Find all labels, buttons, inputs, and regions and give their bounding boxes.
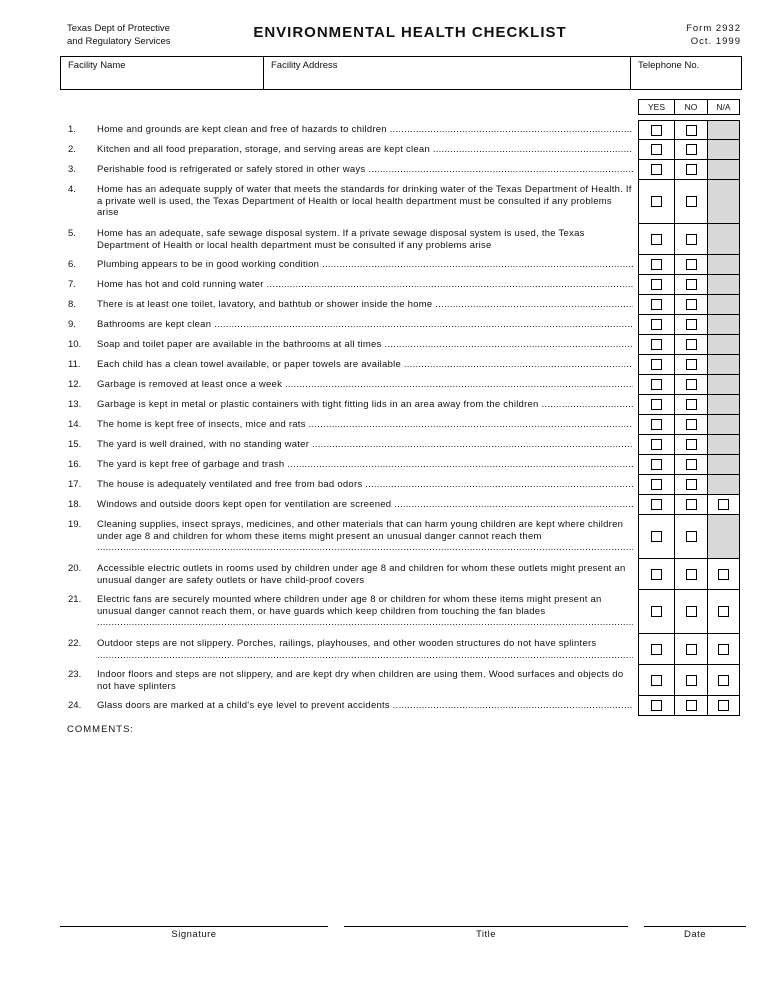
na-cell bbox=[708, 355, 739, 374]
yes-cell bbox=[639, 634, 675, 664]
item-number: 12. bbox=[68, 379, 82, 390]
answer-cells bbox=[638, 435, 740, 455]
item-text-cell bbox=[97, 475, 633, 495]
no-checkbox[interactable] bbox=[686, 439, 697, 450]
na-cell bbox=[708, 180, 739, 223]
no-cell bbox=[675, 375, 708, 394]
item-text-cell bbox=[97, 335, 633, 355]
item-text-cell bbox=[97, 224, 633, 255]
item-number: 4. bbox=[68, 184, 76, 195]
na-cell bbox=[708, 665, 739, 695]
no-cell bbox=[675, 160, 708, 179]
na-cell bbox=[708, 415, 739, 434]
answer-cells bbox=[638, 295, 740, 315]
no-checkbox[interactable] bbox=[686, 144, 697, 155]
answer-cells bbox=[638, 696, 740, 716]
no-cell bbox=[675, 559, 708, 589]
yes-checkbox[interactable] bbox=[651, 299, 662, 310]
item-text-cell bbox=[97, 315, 633, 335]
item-number: 24. bbox=[68, 700, 82, 711]
item-text: Electric fans are securely mounted where children under age 8 or children for whom these items might present an unusual danger cannot reach them, or have guards which keep children from touching the fan blades ..... bbox=[97, 594, 633, 628]
date-line[interactable] bbox=[644, 926, 746, 927]
checklist bbox=[60, 120, 740, 716]
item-number: 15. bbox=[68, 439, 82, 450]
telephone-label: Telephone No. bbox=[638, 60, 700, 71]
item-text-cell bbox=[97, 295, 633, 315]
na-cell bbox=[708, 475, 739, 494]
yes-cell bbox=[639, 665, 675, 695]
facility-info-table bbox=[60, 56, 742, 90]
checklist-item bbox=[60, 375, 740, 395]
checklist-item bbox=[60, 634, 740, 665]
item-text-cell bbox=[97, 590, 633, 634]
na-cell bbox=[708, 315, 739, 334]
answer-cells bbox=[638, 634, 740, 665]
yes-checkbox[interactable] bbox=[651, 399, 662, 410]
yes-checkbox[interactable] bbox=[651, 459, 662, 470]
item-number: 11. bbox=[68, 359, 81, 370]
yes-checkbox[interactable] bbox=[651, 196, 662, 207]
item-text: The house is adequately ventilated and free from bad odors ..... bbox=[97, 479, 633, 490]
item-number: 8. bbox=[68, 299, 76, 310]
item-text: Soap and toilet paper are available in the bathrooms at all times ..... bbox=[97, 339, 633, 350]
yes-cell bbox=[639, 335, 675, 354]
item-text: Home has an adequate, safe sewage disposal system. If a private sewage disposal system is used, the Texas Department of Health or local health department must be consulted if any problems arise ..... bbox=[97, 228, 633, 253]
no-checkbox[interactable] bbox=[686, 125, 697, 136]
answer-cells bbox=[638, 315, 740, 335]
yes-cell bbox=[639, 224, 675, 254]
no-checkbox[interactable] bbox=[686, 419, 697, 430]
item-number: 21. bbox=[68, 594, 82, 605]
agency-line-2: and Regulatory Services bbox=[67, 36, 171, 47]
signature-label: Signature bbox=[171, 929, 217, 940]
item-text-cell bbox=[97, 665, 633, 696]
yes-checkbox[interactable] bbox=[651, 569, 662, 580]
checklist-item bbox=[60, 335, 740, 355]
item-text: There is at least one toilet, lavatory, and bathtub or shower inside the home ..... bbox=[97, 299, 633, 310]
answer-cells bbox=[638, 415, 740, 435]
answer-cells bbox=[638, 140, 740, 160]
item-text: Cleaning supplies, insect sprays, medicines, and other materials that can harm young children are kept where children under age 8 and children for whom these items might present an unusual danger cannot reach them ..... bbox=[97, 519, 633, 553]
form-number bbox=[686, 22, 741, 48]
yes-cell bbox=[639, 375, 675, 394]
item-text-cell bbox=[97, 559, 633, 590]
no-cell bbox=[675, 140, 708, 159]
yes-cell bbox=[639, 696, 675, 715]
answer-cells bbox=[638, 395, 740, 415]
yes-cell bbox=[639, 295, 675, 314]
answer-cells bbox=[638, 559, 740, 590]
no-checkbox[interactable] bbox=[686, 196, 697, 207]
yes-cell bbox=[639, 559, 675, 589]
no-checkbox[interactable] bbox=[686, 379, 697, 390]
yes-cell bbox=[639, 121, 675, 139]
answer-cells bbox=[638, 375, 740, 395]
no-cell bbox=[675, 515, 708, 558]
item-text-cell bbox=[97, 395, 633, 415]
title-line[interactable] bbox=[344, 926, 628, 927]
no-checkbox[interactable] bbox=[686, 700, 697, 711]
item-number: 2. bbox=[68, 144, 76, 155]
no-cell bbox=[675, 665, 708, 695]
na-cell bbox=[708, 295, 739, 314]
item-text-cell bbox=[97, 515, 633, 559]
item-number: 23. bbox=[68, 669, 82, 680]
yes-cell bbox=[639, 315, 675, 334]
yes-column-header: YES bbox=[639, 100, 675, 114]
checklist-item bbox=[60, 696, 740, 716]
no-cell bbox=[675, 696, 708, 715]
no-checkbox[interactable] bbox=[686, 339, 697, 350]
item-number: 7. bbox=[68, 279, 76, 290]
item-number: 18. bbox=[68, 499, 82, 510]
item-text-cell bbox=[97, 180, 633, 224]
no-checkbox[interactable] bbox=[686, 399, 697, 410]
yes-checkbox[interactable] bbox=[651, 164, 662, 175]
item-text: Home has an adequate supply of water that meets the standards for drinking water of the Texas Department of Health. If a private well is used, the Texas Department of Health or local health department must be consulted if any problems arise ..... bbox=[97, 184, 633, 222]
yes-checkbox[interactable] bbox=[651, 479, 662, 490]
item-text: The yard is well drained, with no standing water ..... bbox=[97, 439, 633, 450]
no-checkbox[interactable] bbox=[686, 359, 697, 370]
yes-checkbox[interactable] bbox=[651, 279, 662, 290]
answer-cells bbox=[638, 180, 740, 224]
na-cell bbox=[708, 696, 739, 715]
checklist-item bbox=[60, 395, 740, 415]
answer-cells bbox=[638, 255, 740, 275]
signature-line[interactable] bbox=[60, 926, 328, 927]
checklist-item bbox=[60, 665, 740, 696]
yes-checkbox[interactable] bbox=[651, 531, 662, 542]
checklist-item bbox=[60, 224, 740, 255]
form-date: Oct. 1999 bbox=[690, 36, 741, 47]
checklist-item bbox=[60, 140, 740, 160]
yes-cell bbox=[639, 180, 675, 223]
yes-checkbox[interactable] bbox=[651, 234, 662, 245]
item-text: Each child has a clean towel available, or paper towels are available ..... bbox=[97, 359, 633, 370]
na-cell bbox=[708, 140, 739, 159]
no-checkbox[interactable] bbox=[686, 459, 697, 470]
checklist-item bbox=[60, 160, 740, 180]
item-text: Kitchen and all food preparation, storage, and serving areas are kept clean ..... bbox=[97, 144, 633, 155]
no-checkbox[interactable] bbox=[686, 569, 697, 580]
na-checkbox[interactable] bbox=[718, 700, 729, 711]
na-cell bbox=[708, 435, 739, 454]
na-cell bbox=[708, 559, 739, 589]
item-number: 6. bbox=[68, 259, 76, 270]
no-checkbox[interactable] bbox=[686, 675, 697, 686]
na-checkbox[interactable] bbox=[718, 569, 729, 580]
yes-checkbox[interactable] bbox=[651, 259, 662, 270]
item-text: Indoor floors and steps are not slippery, and are kept dry when children are using them. Wood surfaces and objects do not have splinters ..... bbox=[97, 669, 633, 694]
item-number: 5. bbox=[68, 228, 76, 239]
na-cell bbox=[708, 634, 739, 664]
item-number: 16. bbox=[68, 459, 82, 470]
na-cell bbox=[708, 495, 739, 514]
item-number: 22. bbox=[68, 638, 82, 649]
na-cell bbox=[708, 275, 739, 294]
item-text-cell bbox=[97, 455, 633, 475]
answer-cells bbox=[638, 495, 740, 515]
comments-label: COMMENTS: bbox=[67, 724, 135, 735]
no-cell bbox=[675, 590, 708, 633]
no-cell bbox=[675, 355, 708, 374]
answer-cells bbox=[638, 160, 740, 180]
item-text: Home has hot and cold running water ..... bbox=[97, 279, 633, 290]
no-checkbox[interactable] bbox=[686, 644, 697, 655]
item-text-cell bbox=[97, 375, 633, 395]
item-number: 13. bbox=[68, 399, 82, 410]
item-text: The home is kept free of insects, mice and rats ..... bbox=[97, 419, 633, 430]
na-checkbox[interactable] bbox=[718, 675, 729, 686]
checklist-item bbox=[60, 275, 740, 295]
answer-cells bbox=[638, 120, 740, 140]
item-text: Perishable food is refrigerated or safely stored in other ways ..... bbox=[97, 164, 633, 175]
answer-cells bbox=[638, 515, 740, 559]
no-cell bbox=[675, 335, 708, 354]
no-cell bbox=[675, 395, 708, 414]
yes-checkbox[interactable] bbox=[651, 644, 662, 655]
answer-column-header bbox=[638, 99, 740, 115]
no-checkbox[interactable] bbox=[686, 499, 697, 510]
item-text: Windows and outside doors kept open for ventilation are screened ..... bbox=[97, 499, 633, 510]
item-number: 1. bbox=[68, 124, 76, 135]
yes-cell bbox=[639, 495, 675, 514]
no-cell bbox=[675, 255, 708, 274]
yes-checkbox[interactable] bbox=[651, 606, 662, 617]
facility-address-field[interactable] bbox=[264, 57, 631, 89]
checklist-item bbox=[60, 455, 740, 475]
no-cell bbox=[675, 295, 708, 314]
checklist-item bbox=[60, 515, 740, 559]
checklist-item bbox=[60, 255, 740, 275]
yes-cell bbox=[639, 275, 675, 294]
yes-checkbox[interactable] bbox=[651, 439, 662, 450]
yes-checkbox[interactable] bbox=[651, 499, 662, 510]
item-number: 3. bbox=[68, 164, 76, 175]
answer-cells bbox=[638, 224, 740, 255]
no-checkbox[interactable] bbox=[686, 234, 697, 245]
yes-checkbox[interactable] bbox=[651, 319, 662, 330]
agency-line-1: Texas Dept of Protective bbox=[67, 23, 170, 34]
no-checkbox[interactable] bbox=[686, 319, 697, 330]
no-cell bbox=[675, 455, 708, 474]
no-cell bbox=[675, 495, 708, 514]
checklist-item bbox=[60, 180, 740, 224]
yes-checkbox[interactable] bbox=[651, 700, 662, 711]
na-checkbox[interactable] bbox=[718, 606, 729, 617]
yes-cell bbox=[639, 435, 675, 454]
item-text: Home and grounds are kept clean and free of hazards to children ..... bbox=[97, 124, 633, 135]
no-checkbox[interactable] bbox=[686, 606, 697, 617]
item-number: 17. bbox=[68, 479, 82, 490]
item-text: Accessible electric outlets in rooms used by children under age 8 and children for whom these outlets might present an unusual danger are safety outlets or have child-proof covers ..... bbox=[97, 563, 633, 588]
item-text: Bathrooms are kept clean ..... bbox=[97, 319, 633, 330]
checklist-item bbox=[60, 435, 740, 455]
na-cell bbox=[708, 121, 739, 139]
no-checkbox[interactable] bbox=[686, 531, 697, 542]
no-cell bbox=[675, 415, 708, 434]
checklist-item bbox=[60, 559, 740, 590]
no-cell bbox=[675, 315, 708, 334]
item-text-cell bbox=[97, 634, 633, 665]
no-checkbox[interactable] bbox=[686, 479, 697, 490]
na-cell bbox=[708, 335, 739, 354]
checklist-item bbox=[60, 355, 740, 375]
no-checkbox[interactable] bbox=[686, 259, 697, 270]
item-number: 14. bbox=[68, 419, 82, 430]
item-text-cell bbox=[97, 415, 633, 435]
no-cell bbox=[675, 634, 708, 664]
item-text: Garbage is removed at least once a week ..... bbox=[97, 379, 633, 390]
item-text-cell bbox=[97, 435, 633, 455]
checklist-item bbox=[60, 295, 740, 315]
yes-cell bbox=[639, 255, 675, 274]
no-checkbox[interactable] bbox=[686, 299, 697, 310]
item-number: 10. bbox=[68, 339, 82, 350]
no-cell bbox=[675, 121, 708, 139]
item-number: 19. bbox=[68, 519, 82, 530]
no-cell bbox=[675, 180, 708, 223]
answer-cells bbox=[638, 590, 740, 634]
na-cell bbox=[708, 255, 739, 274]
item-number: 20. bbox=[68, 563, 82, 574]
no-cell bbox=[675, 275, 708, 294]
answer-cells bbox=[638, 335, 740, 355]
no-column-header: NO bbox=[675, 100, 708, 114]
yes-cell bbox=[639, 160, 675, 179]
item-text-cell bbox=[97, 140, 633, 160]
checklist-item bbox=[60, 495, 740, 515]
checklist-item bbox=[60, 315, 740, 335]
na-cell bbox=[708, 455, 739, 474]
no-checkbox[interactable] bbox=[686, 164, 697, 175]
yes-cell bbox=[639, 590, 675, 633]
telephone-field[interactable] bbox=[631, 57, 741, 89]
item-text-cell bbox=[97, 355, 633, 375]
yes-cell bbox=[639, 515, 675, 558]
yes-checkbox[interactable] bbox=[651, 675, 662, 686]
item-text-cell bbox=[97, 120, 633, 140]
yes-cell bbox=[639, 415, 675, 434]
answer-cells bbox=[638, 275, 740, 295]
answer-cells bbox=[638, 355, 740, 375]
yes-checkbox[interactable] bbox=[651, 379, 662, 390]
na-cell bbox=[708, 224, 739, 254]
answer-cells bbox=[638, 665, 740, 696]
na-cell bbox=[708, 160, 739, 179]
item-text: Garbage is kept in metal or plastic containers with tight fitting lids in an area away from the children ..... bbox=[97, 399, 633, 410]
na-checkbox[interactable] bbox=[718, 644, 729, 655]
no-checkbox[interactable] bbox=[686, 279, 697, 290]
checklist-item bbox=[60, 415, 740, 435]
answer-cells bbox=[638, 455, 740, 475]
no-cell bbox=[675, 475, 708, 494]
yes-cell bbox=[639, 140, 675, 159]
yes-checkbox[interactable] bbox=[651, 419, 662, 430]
checklist-item bbox=[60, 475, 740, 495]
item-text: Glass doors are marked at a child's eye level to prevent accidents ..... bbox=[97, 700, 633, 711]
title-label: Title bbox=[475, 929, 497, 940]
page-title: ENVIRONMENTAL HEALTH CHECKLIST bbox=[253, 24, 567, 41]
checklist-item bbox=[60, 120, 740, 140]
yes-checkbox[interactable] bbox=[651, 359, 662, 370]
item-text-cell bbox=[97, 696, 633, 716]
yes-cell bbox=[639, 355, 675, 374]
date-label: Date bbox=[683, 929, 707, 940]
checklist-item bbox=[60, 590, 740, 634]
na-cell bbox=[708, 515, 739, 558]
item-text-cell bbox=[97, 255, 633, 275]
facility-address-label: Facility Address bbox=[271, 60, 338, 71]
yes-checkbox[interactable] bbox=[651, 144, 662, 155]
yes-checkbox[interactable] bbox=[651, 339, 662, 350]
item-text-cell bbox=[97, 495, 633, 515]
na-cell bbox=[708, 395, 739, 414]
item-text-cell bbox=[97, 160, 633, 180]
na-checkbox[interactable] bbox=[718, 499, 729, 510]
facility-name-field[interactable] bbox=[61, 57, 264, 89]
item-text: Outdoor steps are not slippery. Porches, railings, playhouses, and other wooden structures do not have splinters ..... bbox=[97, 638, 633, 661]
form-id: Form 2932 bbox=[686, 23, 741, 34]
item-text-cell bbox=[97, 275, 633, 295]
answer-cells bbox=[638, 475, 740, 495]
facility-name-label: Facility Name bbox=[68, 60, 126, 71]
na-cell bbox=[708, 590, 739, 633]
item-number: 9. bbox=[68, 319, 76, 330]
no-cell bbox=[675, 435, 708, 454]
yes-cell bbox=[639, 395, 675, 414]
yes-checkbox[interactable] bbox=[651, 125, 662, 136]
no-cell bbox=[675, 224, 708, 254]
na-cell bbox=[708, 375, 739, 394]
yes-cell bbox=[639, 455, 675, 474]
na-column-header: N/A bbox=[716, 102, 731, 112]
item-text: The yard is kept free of garbage and trash ..... bbox=[97, 459, 633, 470]
yes-cell bbox=[639, 475, 675, 494]
item-text: Plumbing appears to be in good working condition ..... bbox=[97, 259, 633, 270]
